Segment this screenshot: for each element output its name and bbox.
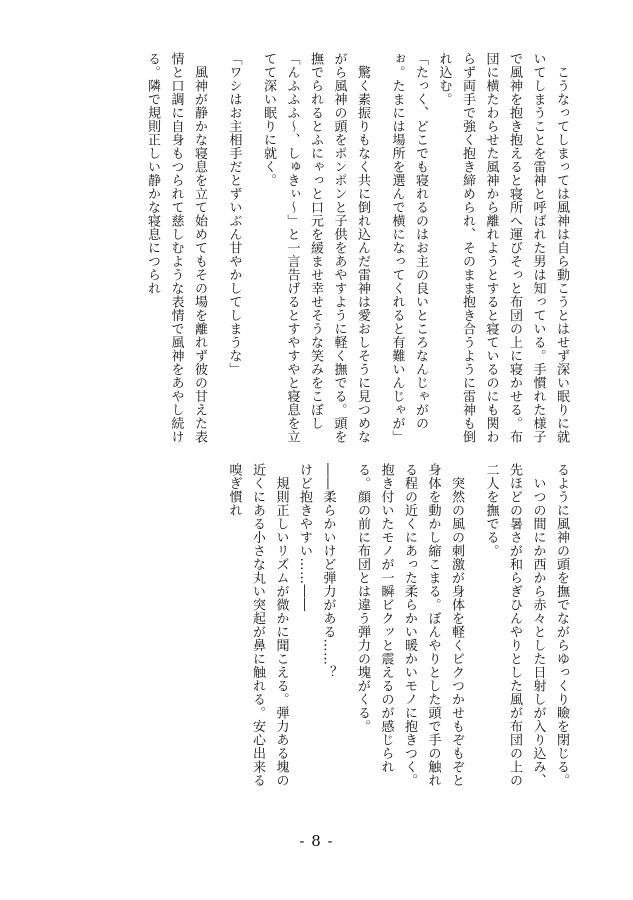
paragraph-hugging: 突然の風の刺激が身体を軽くピクつかせもぞもぞと身体を動かし縮こまる。ぼんやりとした頭で手の触れる程の近くにあった柔らかい暖かいモノに抱きつく。抱き付いたモノが一瞬ビクッと震えるのが感じられる。顔の前に布団とは違う弾力の塊がくる。	[355, 463, 464, 787]
page-number: - 8 -	[299, 832, 334, 850]
paragraph-raijin-quote-1: 「たっく、どこでも寝れるのはお主の良いところなんじゃがのぉ。たまには場所を選んで横になってくれると有難いんじゃが」	[389, 52, 428, 444]
paragraph-thought-2: けど抱きやすい……――	[297, 463, 312, 612]
paragraph-thought-1: ――柔らかいけど弾力がある……？	[320, 463, 336, 679]
paragraph-raijin-quote-2: 「ワシはお主相手だとずいぶん甘やかしてしまうな」	[226, 52, 242, 376]
paragraph-soothing: 風神が静かな寝息を立て始めてもその場を離れず彼の甘えた表情と口調に自身もつられて慈しむような表情で風神をあやし続ける。隣で規則正しい静かな寝息につられ	[145, 52, 207, 444]
paragraph-rhythm: 規則正しいリズムが微かに聞こえる。弾力ある塊の近くにある小さな丸い突起が鼻に触れる。安心出来る嗅ぎ慣れ	[226, 463, 289, 787]
paragraph-sunset-breeze: いつの間にか西から赤々とした日射しが入り込み、先ほどの暑さが和らぎひんやりとした風が布団の上の二人を撫でる。	[483, 463, 546, 787]
paragraph-closing-eyes: るように風神の頭を撫でながらゆっくり瞼を閉じる。	[554, 463, 569, 787]
top-text-block	[68, 52, 573, 452]
paragraph-head-pat: 驚く素振りもなく共に倒れ込んだ雷神は愛おしそうに見つめながら風神の頭をポンポンと子供をあやすように軽く撫でる。頭を撫でられるとふにゃっと口元を緩ませ幸せそうな笑みをこぼし「んふふふ〜、しゅきぃ〜」と一言告げるとすやすやと寝息を立てて深い眠りに就く。	[261, 52, 370, 444]
bottom-text-block	[68, 463, 573, 798]
paragraph-sleeping-fuujin: こうなってしまっては風神は自ら動こうとはせず深い眠りに就いてしまうことを雷神と呼ばれた男は知っている。手慣れた様子で風神を抱き抱えると寝所へ運びそっと布団の上に寝かせる。布団に横たわらせた風神から離れようとすると寝ているのにも関わらず両手で強く抱き締められ、そのまま抱き合うように雷神も倒れ込む。	[436, 52, 569, 444]
